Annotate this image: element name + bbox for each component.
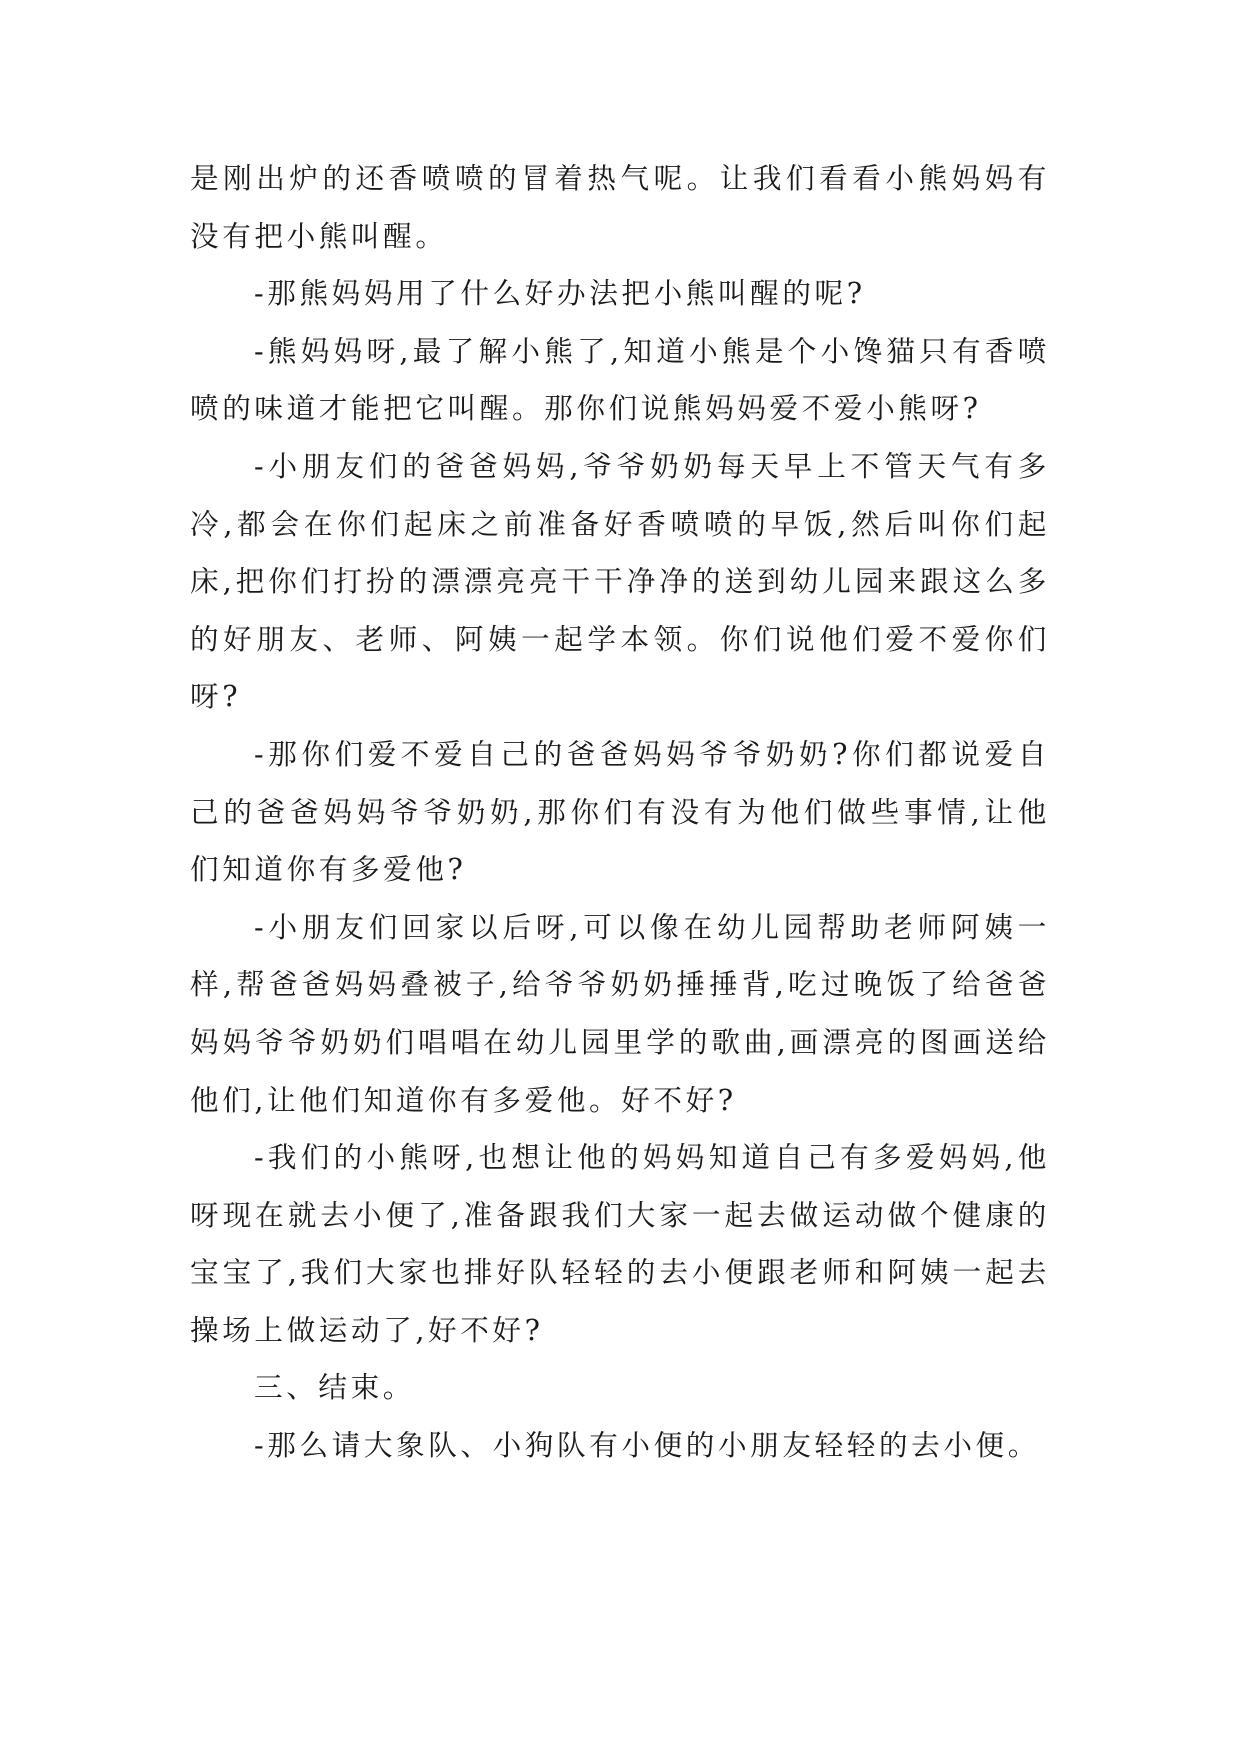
paragraph: -熊妈妈呀,最了解小熊了,知道小熊是个小馋猫只有香喷喷的味道才能把它叫醒。那你们说熊妈妈爱不爱小熊呀? bbox=[190, 333, 1050, 426]
section-heading: 三、结束。 bbox=[254, 1370, 415, 1405]
paragraph: -小朋友们回家以后呀,可以像在幼儿园帮助老师阿姨一样,帮爸爸妈妈叠被子,给爷爷奶奶捶捶背,吃过晚饭了给爸爸妈妈爷爷奶奶们唱唱在幼儿园里学的歌曲,画漂亮的图画送给他们,让他们知道你有多爱他。好不好? bbox=[190, 909, 1050, 1117]
paragraph: -我们的小熊呀,也想让他的妈妈知道自己有多爱妈妈,他呀现在就去小便了,准备跟我们大家一起去做运动做个健康的宝宝了,我们大家也排好队轻轻的去小便跟老师和阿姨一起去操场上做运动了,好不好? bbox=[190, 1140, 1050, 1347]
paragraph: -那你们爱不爱自己的爸爸妈妈爷爷奶奶?你们都说爱自己的爸爸妈妈爷爷奶奶,那你们有没有为他们做些事情,让他们知道你有多爱他? bbox=[190, 736, 1050, 887]
paragraph: -小朋友们的爸爸妈妈,爷爷奶奶每天早上不管天气有多冷,都会在你们起床之前准备好香喷喷的早饭,然后叫你们起床,把你们打扮的漂漂亮亮干干净净的送到幼儿园来跟这么多的好朋友、老师、阿姨一起学本领。你们说他们爱不爱你们呀? bbox=[190, 448, 1050, 714]
paragraph: -那熊妈妈用了什么好办法把小熊叫醒的呢? bbox=[254, 276, 866, 311]
paragraph: -那么请大象队、小狗队有小便的小朋友轻轻的去小便。 bbox=[254, 1428, 1040, 1463]
paragraph-continued: 是刚出炉的还香喷喷的冒着热气呢。让我们看看小熊妈妈有没有把小熊叫醒。 bbox=[190, 161, 1050, 253]
document-body bbox=[190, 150, 1050, 1475]
